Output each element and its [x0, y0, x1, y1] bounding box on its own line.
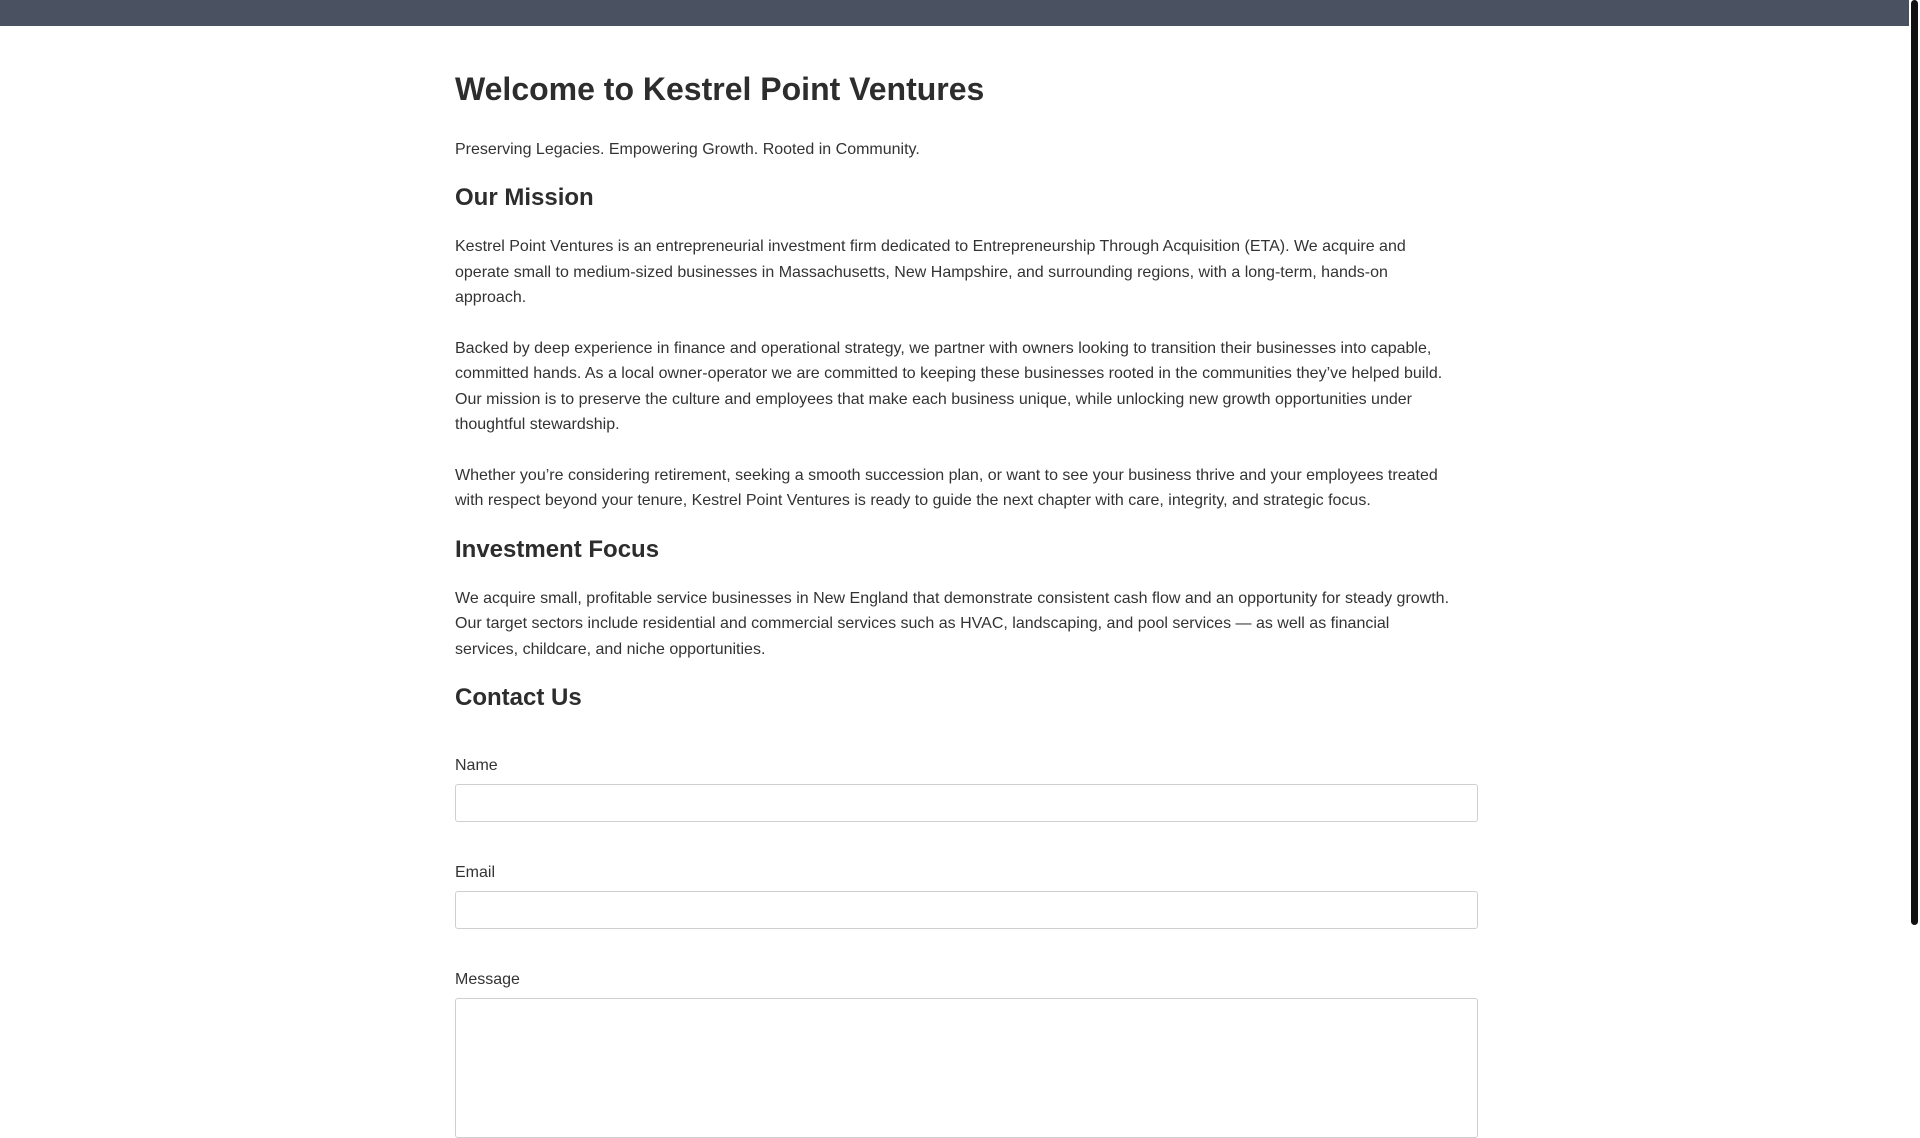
- contact-section: [455, 682, 1478, 1138]
- email-field-group: [455, 863, 1478, 929]
- focus-heading: Investment Focus: [455, 535, 660, 563]
- message-textarea[interactable]: [455, 998, 1478, 1138]
- mission-heading: Our Mission: [455, 184, 594, 211]
- name-input[interactable]: [455, 784, 1478, 822]
- focus-section: [455, 534, 1478, 663]
- focus-paragraph: We acquire small, profitable service businesses in New England that demonstrate consistent cash flow and an opportunity for steady growth. Our target sectors include residential and commercial services such as HVAC, landscaping, and pool services — as well as financial services, childcare, and niche opportunities.: [455, 589, 1450, 658]
- mission-paragraph-2: Backed by deep experience in finance and operational strategy, we partner with owners looking to transition their businesses into capable, committed hands. As a local owner-operator we are committed to keeping these businesses rooted in the communities they’ve helped build. Our mission is to preserve the culture and employees that make each business unique, while unlocking new growth opportunities under thoughtful stewardship.: [455, 339, 1443, 433]
- page-title: Welcome to Kestrel Point Ventures: [455, 71, 985, 107]
- tagline: Preserving Legacies. Empowering Growth. Rooted in Community.: [455, 141, 920, 158]
- mission-paragraph-3: Whether you’re considering retirement, seeking a smooth succession plan, or want to see your business thrive and your employees treated with respect beyond your tenure, Kestrel Point Ventures is ready to guide the next chapter with care, integrity, and strategic focus.: [455, 466, 1438, 509]
- contact-heading: Contact Us: [455, 684, 582, 711]
- main-content: [455, 26, 1478, 1138]
- scrollbar-track[interactable]: [1909, 0, 1920, 1080]
- scrollbar-thumb[interactable]: [1911, 0, 1918, 925]
- mission-section: [455, 182, 1478, 514]
- name-label: Name: [455, 757, 498, 774]
- top-bar: [0, 0, 1909, 26]
- email-input[interactable]: [455, 891, 1478, 929]
- message-field-group: [455, 970, 1478, 1138]
- contact-form: [455, 756, 1478, 1138]
- message-label: Message: [455, 971, 520, 988]
- email-label: Email: [455, 864, 496, 881]
- name-field-group: [455, 756, 1478, 822]
- mission-paragraph-1: Kestrel Point Ventures is an entrepreneurial investment firm dedicated to Entrepreneurship Through Acquisition (ETA). We acquire and operate small to medium-sized businesses in Massachusetts, New Hampshire, and surrounding regions, with a long-term, hands-on approach.: [455, 238, 1406, 306]
